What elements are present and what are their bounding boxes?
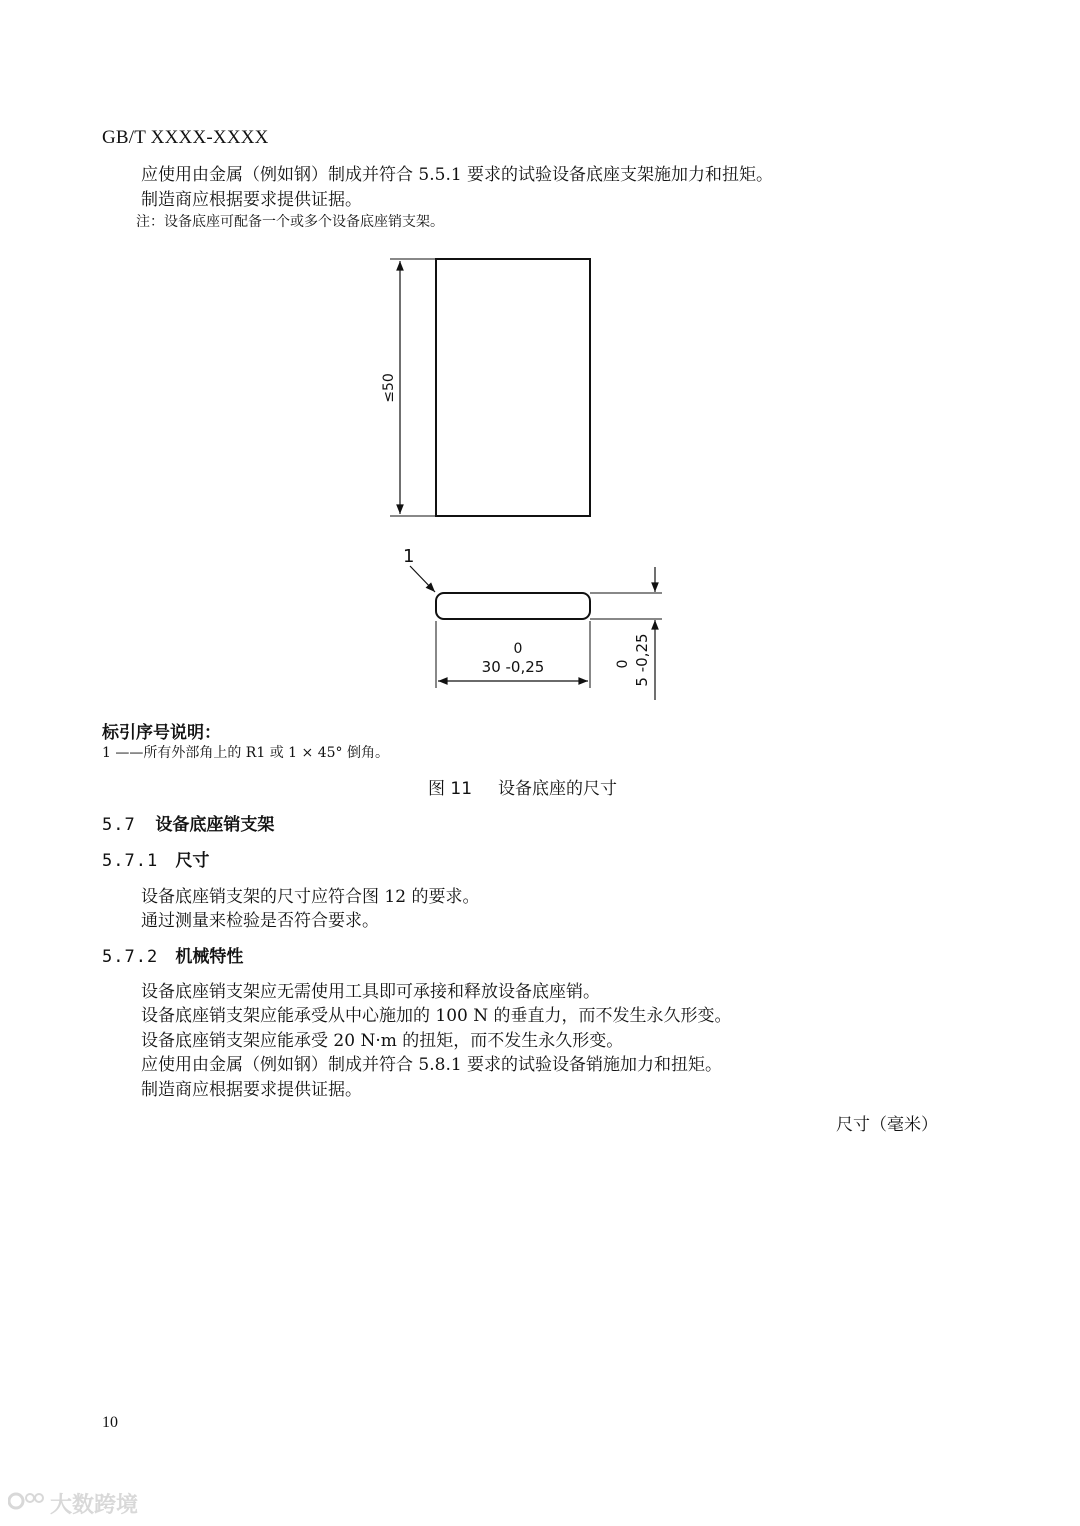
width-dimension-text: 30 -0,25	[481, 658, 545, 676]
paragraph: 通过测量来检验是否符合要求。	[141, 911, 379, 931]
paragraph: 设备底座销支架应无需使用工具即可承接和释放设备底座销。	[141, 982, 600, 1002]
note: 注：设备底座可配备一个或多个设备底座销支架。	[136, 214, 444, 230]
units-note: 尺寸（毫米）	[836, 1115, 938, 1135]
callout-leader	[410, 566, 435, 592]
thickness-tolerance-upper: 0	[615, 659, 631, 669]
callout-number: 1	[403, 546, 415, 567]
section-heading	[102, 942, 243, 967]
paragraph: 设备底座销支架应能承受从中心施加的 100 N 的垂直力，而不发生永久形变。	[141, 1006, 732, 1026]
section-number: 5.7	[102, 815, 136, 835]
section-heading	[102, 810, 274, 835]
watermark-logo-icon	[8, 1490, 44, 1518]
paragraph: 制造商应根据要求提供证据。	[141, 190, 362, 210]
base-front-view	[436, 259, 590, 516]
paragraph: 设备底座销支架应能承受 20 N·m 的扭矩，而不发生永久形变。	[141, 1031, 624, 1051]
paragraph: 应使用由金属（例如钢）制成并符合 5.5.1 要求的试验设备底座支架施加力和扭矩。	[141, 165, 774, 185]
thickness-dimension-text: 5 -0,25	[633, 633, 651, 687]
key-heading: 标引序号说明：	[102, 723, 221, 743]
base-side-view	[436, 593, 590, 619]
figure-number: 图 11	[428, 779, 473, 799]
watermark-text: 大数跨境	[50, 1493, 139, 1518]
page-number: 10	[102, 1414, 118, 1431]
standard-number: GB/T XXXX-XXXX	[102, 127, 269, 148]
section-title: 设备底座销支架	[155, 815, 275, 835]
section-heading	[102, 846, 209, 871]
figure-title: 设备底座的尺寸	[498, 779, 618, 799]
figure-11-drawing	[360, 240, 680, 710]
height-dimension-text: ≤50	[381, 373, 397, 403]
section-number: 5.7.2	[102, 947, 159, 967]
paragraph: 应使用由金属（例如钢）制成并符合 5.8.1 要求的试验设备销施加力和扭矩。	[141, 1055, 723, 1075]
figure-caption	[428, 774, 617, 799]
paragraph: 制造商应根据要求提供证据。	[141, 1080, 362, 1100]
section-title: 机械特性	[175, 947, 244, 967]
section-title: 尺寸	[175, 851, 210, 871]
key-item: 1 ——所有外部角上的 R1 或 1 × 45° 倒角。	[102, 745, 389, 761]
watermark	[8, 1488, 138, 1519]
width-tolerance-upper: 0	[513, 641, 523, 657]
section-number: 5.7.1	[102, 851, 159, 871]
paragraph: 设备底座销支架的尺寸应符合图 12 的要求。	[141, 887, 480, 907]
